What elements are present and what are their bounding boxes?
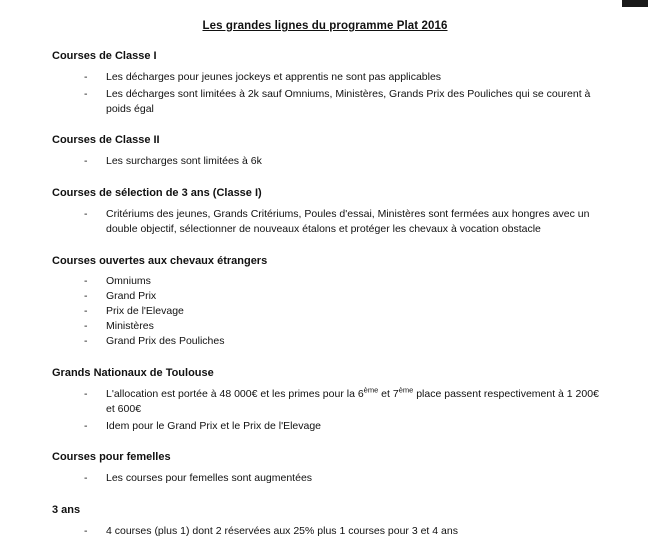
list-item-text: Grand Prix des Pouliches: [106, 335, 225, 348]
bullet-marker: -: [84, 524, 88, 537]
list-item: [84, 304, 604, 319]
section-courses-selection-3-ans: [52, 187, 604, 237]
bullet-marker: -: [84, 275, 88, 288]
bullet-list: [52, 207, 604, 237]
bullet-marker: -: [84, 87, 88, 100]
list-item: [84, 471, 604, 486]
section-heading: Courses pour femelles: [52, 451, 171, 464]
section-heading: Courses de sélection de 3 ans (Classe I): [52, 187, 262, 200]
bullet-marker: -: [84, 320, 88, 333]
list-item: [84, 207, 604, 237]
section-grands-nationaux-toulouse: [52, 367, 604, 433]
section-heading: Courses de Classe II: [52, 134, 160, 147]
list-item: [84, 289, 604, 304]
bullet-marker: -: [84, 419, 88, 432]
scan-corner-mark: [622, 0, 648, 7]
bullet-marker: -: [84, 290, 88, 303]
section-courses-chevaux-etrangers: [52, 255, 604, 349]
list-item-text: 4 courses (plus 1) dont 2 réservées aux 25% plus 1 courses pour 3 et 4 ans: [106, 524, 458, 537]
bullet-list: [52, 274, 604, 349]
section-heading: 3 ans: [52, 504, 81, 517]
bullet-marker: -: [84, 207, 88, 220]
section-courses-classe-1: [52, 50, 604, 116]
bullet-list: [52, 387, 604, 434]
bullet-list: [52, 70, 604, 117]
section-3-ans: [52, 504, 604, 539]
list-item: [84, 274, 604, 289]
section-heading: Courses de Classe I: [52, 50, 157, 62]
list-item: [84, 334, 604, 349]
list-item: [84, 419, 604, 434]
bullet-marker: -: [84, 472, 88, 485]
bullet-list: [52, 154, 604, 169]
list-item: [84, 87, 604, 117]
list-item-text: L'allocation est portée à 48 000€ et les primes pour la 6ème et 7ème place passent respectivement à 1 200€ et 600€: [106, 385, 599, 415]
section-heading: Grands Nationaux de Toulouse: [52, 366, 214, 379]
list-item-text: Critériums des jeunes, Grands Critériums, Poules d'essai, Ministères sont fermées aux hongres avec un double objectif, sélectionner de nouveaux étalons et protéger les chevaux à vocation obstacle: [106, 207, 590, 235]
bullet-marker: -: [84, 387, 88, 400]
list-item-text: Prix de l'Elevage: [106, 305, 184, 318]
list-item: [84, 524, 604, 539]
document-body: [0, 50, 650, 539]
list-item: [84, 387, 604, 417]
bullet-list: [52, 471, 604, 486]
section-courses-classe-2: [52, 134, 604, 169]
bullet-marker: -: [84, 155, 88, 168]
list-item-text: Omniums: [106, 275, 151, 288]
page-title: Les grandes lignes du programme Plat 2016: [202, 20, 448, 32]
list-item-text: Les surcharges sont limitées à 6k: [106, 155, 262, 168]
section-heading: Courses ouvertes aux chevaux étrangers: [52, 254, 268, 267]
list-item: [84, 319, 604, 334]
list-item-text: Les décharges pour jeunes jockeys et apprentis ne sont pas applicables: [106, 70, 442, 83]
list-item-text: Idem pour le Grand Prix et le Prix de l'Elevage: [106, 419, 322, 432]
list-item: [84, 70, 604, 85]
list-item-text: Ministères: [106, 320, 154, 333]
section-courses-femelles: [52, 451, 604, 486]
bullet-marker: -: [84, 70, 88, 83]
bullet-marker: -: [84, 335, 88, 348]
bullet-marker: -: [84, 305, 88, 318]
list-item-text: Grand Prix: [106, 290, 157, 303]
list-item-text: Les courses pour femelles sont augmentées: [106, 472, 313, 485]
bullet-list: [52, 524, 604, 539]
list-item-text: Les décharges sont limitées à 2k sauf Omniums, Ministères, Grands Prix des Pouliches qui se courent à poids égal: [106, 87, 591, 115]
list-item: [84, 154, 604, 169]
